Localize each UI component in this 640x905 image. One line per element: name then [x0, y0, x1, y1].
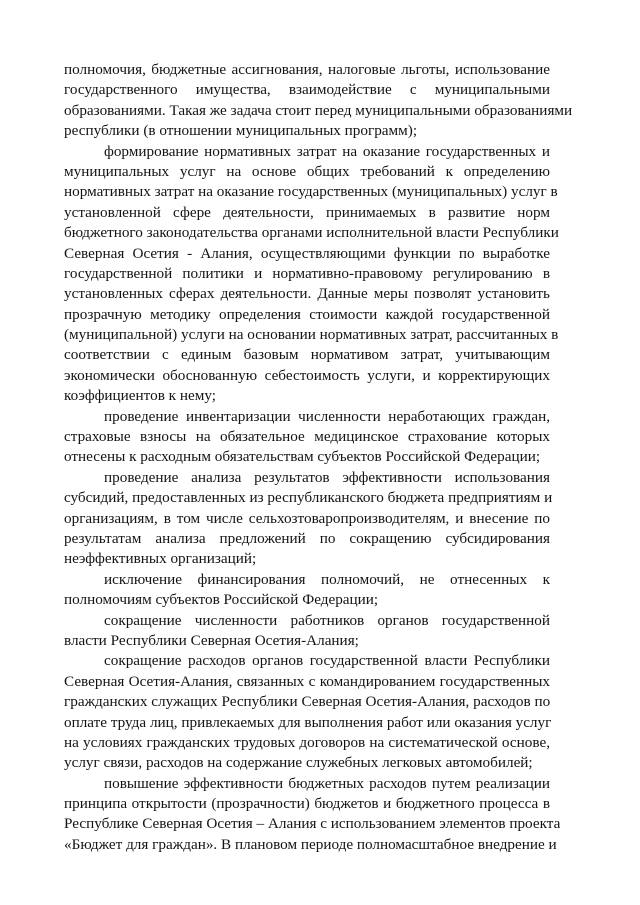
text-line: бюджетного законодательства органами исполнительной власти Республики [64, 224, 559, 242]
text-line: муниципальных услуг на основе общих требований к определению [64, 162, 550, 180]
text-line: сокращение численности работников органов государственной [104, 611, 550, 629]
text-line: повышение эффективности бюджетных расходов путем реализации [104, 774, 550, 792]
text-line: власти Республики Северная Осетия-Алания; [64, 631, 359, 649]
text-line: образованиями. Такая же задача стоит перед муниципальными образованиями [64, 101, 573, 119]
text-line: проведение инвентаризации численности неработающих граждан, [104, 407, 550, 425]
paragraph [64, 407, 550, 468]
text-line: соответствии с единым базовым нормативом затрат, учитывающим [64, 346, 550, 364]
text-line: неэффективных организаций; [64, 550, 257, 568]
text-line: коэффициентов к нему; [64, 387, 216, 405]
text-line: на условиях гражданских трудовых договоров на систематической основе, [64, 733, 550, 751]
text-line: субсидий, предоставленных из республиканского бюджета предприятиям и [64, 489, 553, 507]
text-line: Северная Осетия - Алания, осуществляющими функции по выработке [64, 244, 550, 262]
paragraph [64, 142, 559, 407]
text-line: государственного имущества, взаимодействие с муниципальными [64, 81, 550, 99]
paragraph [64, 60, 573, 142]
paragraph [64, 468, 553, 570]
paragraph [64, 611, 550, 652]
text-line: установленных сферах деятельности. Данные меры позволят установить [64, 285, 550, 303]
text-line: сокращение расходов органов государственной власти Республики [104, 652, 550, 670]
paragraph [64, 651, 550, 773]
text-line: формирование нормативных затрат на оказание государственных и [104, 142, 550, 160]
text-line: страховые взносы на обязательное медицинское страхование которых [64, 428, 550, 446]
text-line: принципа открытости (прозрачности) бюджетов и бюджетного процесса в [64, 795, 550, 813]
text-line: экономически обоснованную себестоимость услуги, и корректирующих [64, 366, 550, 384]
text-line: отнесены к расходным обязательствам субъектов Российской Федерации; [64, 448, 541, 466]
text-line: Северная Осетия-Алания, связанных с командированием государственных [64, 672, 550, 690]
text-line: исключение финансирования полномочий, не отнесенных к [104, 570, 550, 588]
paragraph [64, 774, 561, 856]
text-line: «Бюджет для граждан». В плановом периоде полномасштабное внедрение и [64, 835, 557, 853]
text-line: организациям, в том числе сельхозтоваропроизводителям, и внесение по [64, 509, 550, 527]
text-line: проведение анализа результатов эффективности использования [104, 468, 550, 486]
text-line: гражданских служащих Республики Северная Осетия-Алания, расходов по [64, 693, 551, 711]
text-line: прозрачную методику определения стоимости каждой государственной [64, 305, 550, 323]
text-line: оплате труда лиц, привлекаемых для выполнения работ или оказания услуг [64, 713, 552, 731]
text-line: полномочия, бюджетные ассигнования, налоговые льготы, использование [64, 61, 550, 78]
text-line: услуг связи, расходов на содержание служебных легковых автомобилей; [64, 754, 533, 772]
text-line: результатам анализа предложений по сокращению субсидирования [64, 529, 550, 547]
document-body [64, 60, 573, 855]
text-line: государственной политики и нормативно-правовому регулированию в [64, 264, 550, 282]
text-line: полномочиям субъектов Российской Федерации; [64, 591, 379, 609]
text-line: установленной сфере деятельности, принимаемых в развитие норм [64, 203, 550, 221]
text-line: республики (в отношении муниципальных программ); [64, 122, 418, 140]
text-line: (муниципальной) услуги на основании нормативных затрат, рассчитанных в [64, 326, 559, 344]
text-line: нормативных затрат на оказание государственных (муниципальных) услуг в [64, 183, 558, 201]
paragraph [64, 570, 550, 611]
text-line: Республике Северная Осетия – Алания с использованием элементов проекта [64, 815, 561, 833]
